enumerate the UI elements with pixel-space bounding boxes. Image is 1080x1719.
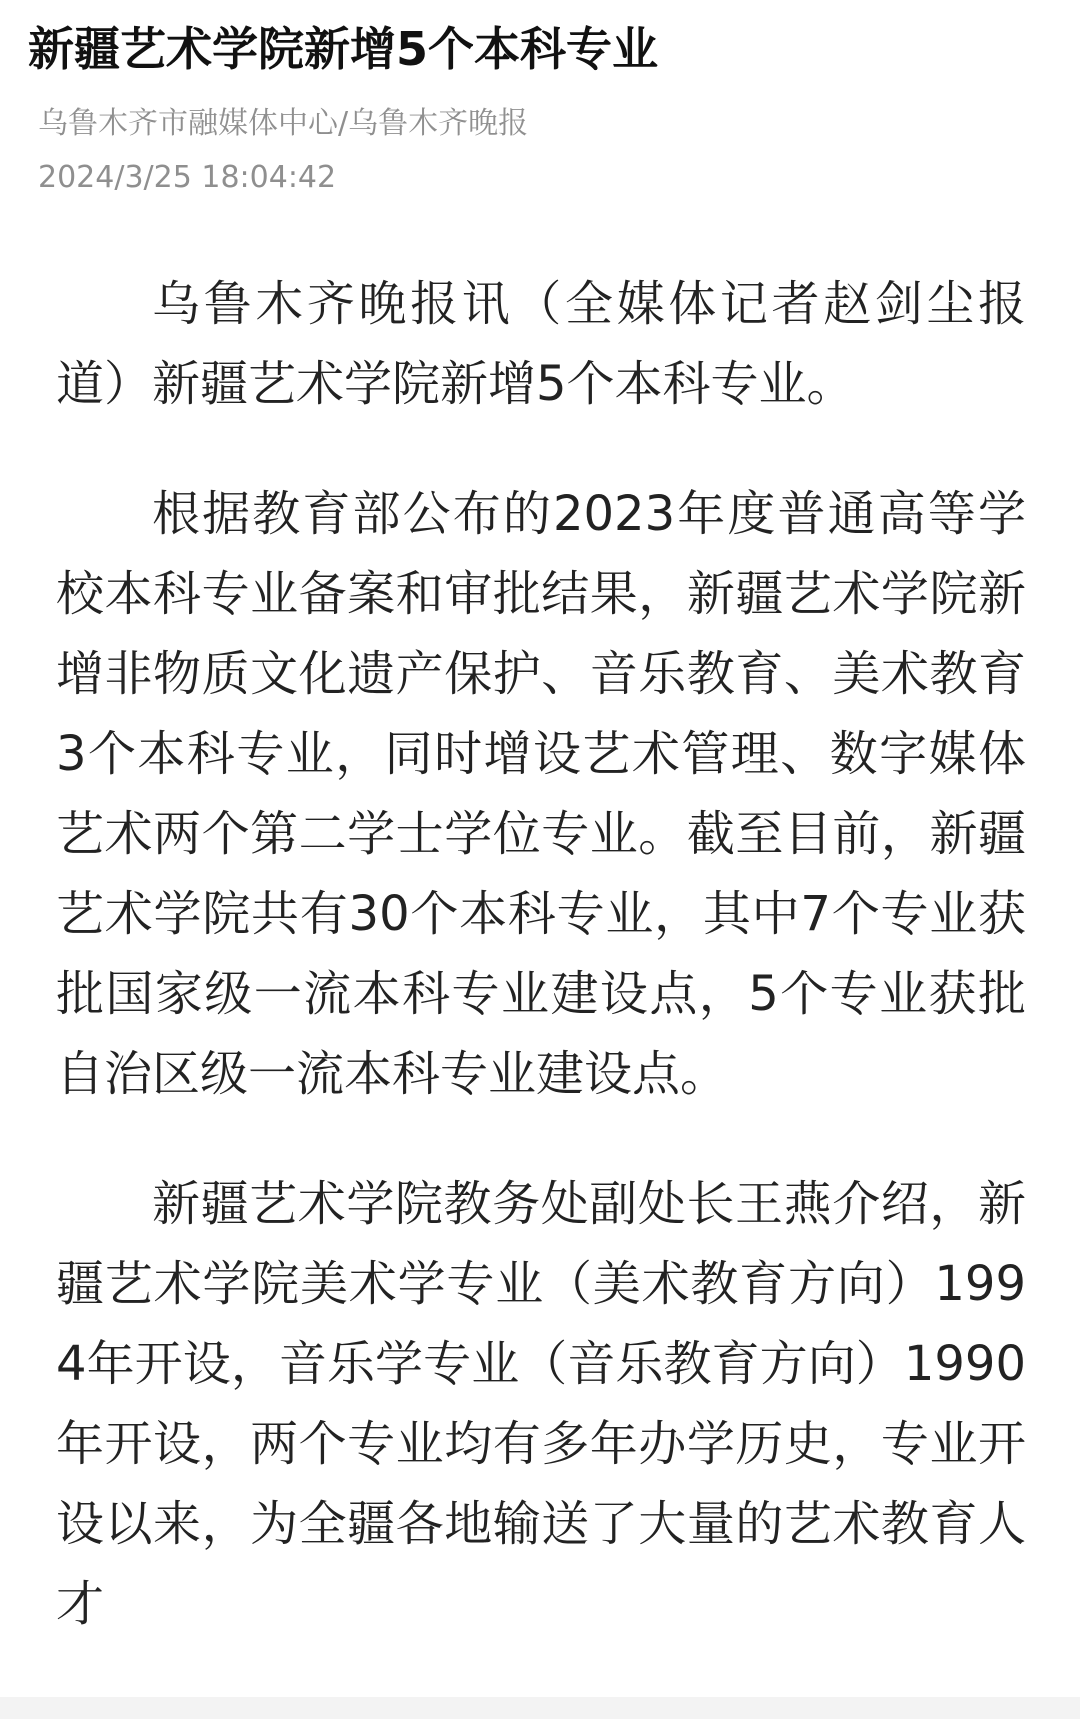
article-title: 新疆艺术学院新增5个本科专业 [28, 22, 659, 76]
article-paragraph: 根据教育部公布的2023年度普通高等学校本科专业备案和审批结果，新疆艺术学院新增非物质文化遗产保护、音乐教育、美术教育3个本科专业，同时增设艺术管理、数字媒体艺术两个第二学士学位专业。截至目前，新疆艺术学院共有30个本科专业，其中7个专业获批国家级一流本科专业建设点，5个专业获批自治区级一流本科专业建设点。 [56, 486, 1026, 1102]
article-source: 乌鲁木齐市融媒体中心/乌鲁木齐晚报 [38, 106, 529, 141]
article-header [28, 14, 1058, 198]
bottom-edge [0, 1697, 1080, 1719]
article-paragraph: 新疆艺术学院教务处副处长王燕介绍，新疆艺术学院美术学专业（美术教育方向）1994年开设，音乐学专业（音乐教育方向）1990年开设，两个专业均有多年办学历史，专业开设以来，为全疆各地输送了大量的艺术教育人才 [56, 1176, 1026, 1632]
article-datetime: 2024/3/25 18:04:42 [38, 160, 337, 195]
article-paragraph: 乌鲁木齐晚报讯（全媒体记者赵剑尘报道）新疆艺术学院新增5个本科专业。 [56, 276, 1026, 412]
article-body [56, 264, 1026, 1694]
